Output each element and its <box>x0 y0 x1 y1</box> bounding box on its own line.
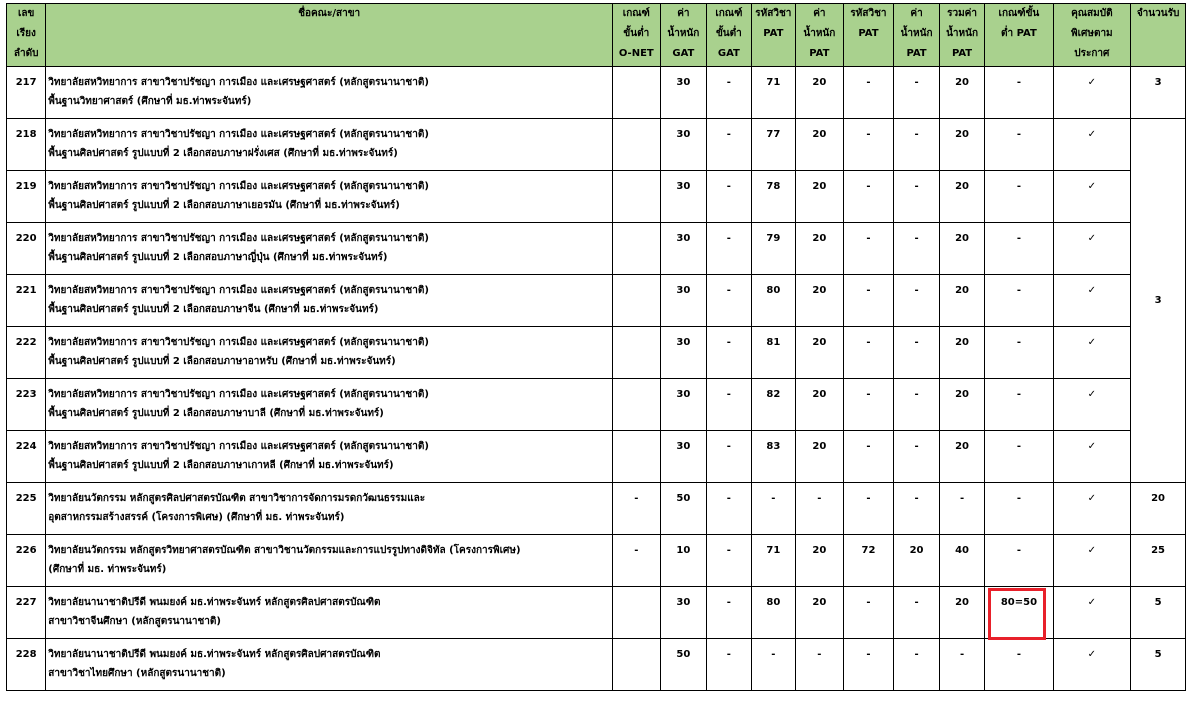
row-pat-code-1: 79 <box>751 223 795 275</box>
row-pat-code-1: 80 <box>751 587 795 639</box>
row-pat-code-2: - <box>843 587 894 639</box>
header-pat-min: เกณฑ์ขั้น ต่ำ PAT <box>985 4 1053 67</box>
row-pat-min: - <box>985 327 1053 379</box>
table-row <box>7 171 1186 223</box>
row-pat-min: - <box>985 379 1053 431</box>
row-pat-total-weight: 20 <box>939 379 985 431</box>
table-row <box>7 275 1186 327</box>
row-pat-code-1: 83 <box>751 431 795 483</box>
row-gat-min: - <box>707 275 751 327</box>
row-pat-code-2: - <box>843 639 894 691</box>
row-onet-min <box>613 639 661 691</box>
row-seq: 225 <box>7 483 46 535</box>
row-program-name: วิทยาลัยสหวิทยาการ สาขาวิชาปรัชญา การเมือง และเศรษฐศาสตร์ (หลักสูตรนานาชาติ) พื้นฐานศิลปศาสตร์ รูปแบบที่ 2 เลือกสอบภาษาเกาหลี (ศึกษาที่ มธ.ท่าพระจันทร์) <box>46 431 613 483</box>
row-onet-min <box>613 171 661 223</box>
row-seq: 227 <box>7 587 46 639</box>
row-quota: 3 <box>1131 67 1186 119</box>
row-pat-min: - <box>985 535 1053 587</box>
row-pat-code-1: 80 <box>751 275 795 327</box>
row-quota: 20 <box>1131 483 1186 535</box>
header-row <box>7 4 1186 67</box>
admission-criteria-table <box>6 3 1186 691</box>
row-pat-min: - <box>985 67 1053 119</box>
row-pat-code-2: - <box>843 483 894 535</box>
row-gat-weight: 30 <box>660 67 707 119</box>
row-gat-min: - <box>707 379 751 431</box>
row-program-name: วิทยาลัยนานาชาติปรีดี พนมยงค์ มธ.ท่าพระจันทร์ หลักสูตรศิลปศาสตรบัณฑิต สาขาวิชาจีนศึกษา (หลักสูตรนานาชาติ) <box>46 587 613 639</box>
table-row <box>7 483 1186 535</box>
red-highlight-box <box>988 588 1046 640</box>
row-pat-total-weight: 20 <box>939 171 985 223</box>
row-pat-weight-1: 20 <box>796 119 844 171</box>
row-onet-min <box>613 119 661 171</box>
row-program-name: วิทยาลัยสหวิทยาการ สาขาวิชาปรัชญา การเมือง และเศรษฐศาสตร์ (หลักสูตรนานาชาติ) พื้นฐานศิลปศาสตร์ รูปแบบที่ 2 เลือกสอบภาษาบาลี (ศึกษาที่ มธ.ท่าพระจันทร์) <box>46 379 613 431</box>
row-pat-weight-1: 20 <box>796 431 844 483</box>
row-pat-weight-2: - <box>894 119 940 171</box>
row-onet-min <box>613 379 661 431</box>
table-row <box>7 379 1186 431</box>
check-mark-icon: ✓ <box>1053 327 1131 379</box>
row-gat-weight: 30 <box>660 223 707 275</box>
row-gat-weight: 10 <box>660 535 707 587</box>
header-pat-total-weight: รวมค่า น้ำหนัก PAT <box>939 4 985 67</box>
check-mark-icon: ✓ <box>1053 67 1131 119</box>
row-pat-weight-2: - <box>894 431 940 483</box>
row-gat-min: - <box>707 119 751 171</box>
row-seq: 228 <box>7 639 46 691</box>
row-onet-min <box>613 587 661 639</box>
row-gat-weight: 30 <box>660 275 707 327</box>
table-row <box>7 119 1186 171</box>
row-pat-weight-2: - <box>894 327 940 379</box>
header-gat-min: เกณฑ์ ขั้นต่ำ GAT <box>707 4 751 67</box>
row-pat-weight-2: - <box>894 67 940 119</box>
row-pat-code-1: 71 <box>751 535 795 587</box>
row-quota: 5 <box>1131 639 1186 691</box>
row-program-name: วิทยาลัยสหวิทยาการ สาขาวิชาปรัชญา การเมือง และเศรษฐศาสตร์ (หลักสูตรนานาชาติ) พื้นฐานศิลปศาสตร์ รูปแบบที่ 2 เลือกสอบภาษาเยอรมัน (ศึกษาที่ มธ.ท่าพระจันทร์) <box>46 171 613 223</box>
row-pat-code-1: 77 <box>751 119 795 171</box>
check-mark-icon: ✓ <box>1053 639 1131 691</box>
row-pat-code-2: - <box>843 67 894 119</box>
row-gat-weight: 30 <box>660 171 707 223</box>
row-pat-code-2: - <box>843 275 894 327</box>
row-pat-weight-2: - <box>894 275 940 327</box>
header-quota: จำนวนรับ <box>1131 4 1186 67</box>
table-row <box>7 67 1186 119</box>
row-pat-weight-2: 20 <box>894 535 940 587</box>
row-pat-code-2: - <box>843 119 894 171</box>
row-pat-code-1: 71 <box>751 67 795 119</box>
row-onet-min: - <box>613 483 661 535</box>
table-row <box>7 327 1186 379</box>
row-pat-weight-1: 20 <box>796 223 844 275</box>
table-row <box>7 639 1186 691</box>
header-program: ชื่อคณะ/สาขา <box>46 4 613 67</box>
header-pat-code-2: รหัสวิชา PAT <box>843 4 894 67</box>
check-mark-icon: ✓ <box>1053 431 1131 483</box>
row-program-name: วิทยาลัยนวัตกรรม หลักสูตรศิลปศาสตรบัณฑิต สาขาวิชาการจัดการมรดกวัฒนธรรมและ อุตสาหกรรมสร้างสรรค์ (โครงการพิเศษ) (ศึกษาที่ มธ. ท่าพระจันทร์) <box>46 483 613 535</box>
row-pat-min: - <box>985 171 1053 223</box>
row-pat-code-1: - <box>751 639 795 691</box>
row-gat-weight: 50 <box>660 639 707 691</box>
row-pat-total-weight: 20 <box>939 119 985 171</box>
row-onet-min <box>613 223 661 275</box>
row-program-name: วิทยาลัยสหวิทยาการ สาขาวิชาปรัชญา การเมือง และเศรษฐศาสตร์ (หลักสูตรนานาชาติ) พื้นฐานศิลปศาสตร์ รูปแบบที่ 2 เลือกสอบภาษาฝรั่งเศส (ศึกษาที่ มธ.ท่าพระจันทร์) <box>46 119 613 171</box>
row-onet-min <box>613 67 661 119</box>
row-pat-weight-1: 20 <box>796 171 844 223</box>
row-pat-total-weight: 40 <box>939 535 985 587</box>
row-pat-weight-1: - <box>796 483 844 535</box>
row-pat-total-weight: 20 <box>939 275 985 327</box>
row-gat-weight: 30 <box>660 379 707 431</box>
row-gat-min: - <box>707 327 751 379</box>
row-seq: 222 <box>7 327 46 379</box>
row-quota: 25 <box>1131 535 1186 587</box>
row-pat-code-1: 82 <box>751 379 795 431</box>
header-pat-weight-1: ค่า น้ำหนัก PAT <box>796 4 844 67</box>
row-quota-merged: 3 <box>1131 119 1186 483</box>
row-gat-weight: 30 <box>660 587 707 639</box>
row-pat-code-2: - <box>843 379 894 431</box>
row-program-name: วิทยาลัยนวัตกรรม หลักสูตรวิทยาศาสตรบัณฑิต สาขาวิชานวัตกรรมและการแปรรูปทางดิจิทัล (โครงการพิเศษ) (ศึกษาที่ มธ. ท่าพระจันทร์) <box>46 535 613 587</box>
row-pat-code-1: - <box>751 483 795 535</box>
row-program-name: วิทยาลัยสหวิทยาการ สาขาวิชาปรัชญา การเมือง และเศรษฐศาสตร์ (หลักสูตรนานาชาติ) พื้นฐานศิลปศาสตร์ รูปแบบที่ 2 เลือกสอบภาษาจีน (ศึกษาที่ มธ.ท่าพระจันทร์) <box>46 275 613 327</box>
table-row <box>7 431 1186 483</box>
row-pat-code-2: - <box>843 223 894 275</box>
check-mark-icon: ✓ <box>1053 379 1131 431</box>
check-mark-icon: ✓ <box>1053 223 1131 275</box>
row-pat-code-2: - <box>843 327 894 379</box>
row-seq: 218 <box>7 119 46 171</box>
row-gat-weight: 30 <box>660 119 707 171</box>
row-pat-total-weight: - <box>939 639 985 691</box>
row-pat-weight-2: - <box>894 639 940 691</box>
row-pat-total-weight: 20 <box>939 67 985 119</box>
row-pat-total-weight: 20 <box>939 223 985 275</box>
header-pat-code-1: รหัสวิชา PAT <box>751 4 795 67</box>
header-onet-min: เกณฑ์ ขั้นต่ำ O-NET <box>613 4 661 67</box>
row-pat-code-2: - <box>843 171 894 223</box>
row-pat-weight-1: - <box>796 639 844 691</box>
row-pat-weight-1: 20 <box>796 587 844 639</box>
row-pat-weight-2: - <box>894 223 940 275</box>
table-row <box>7 535 1186 587</box>
pat-min-value: 80=50 <box>1000 597 1038 608</box>
table-row <box>7 223 1186 275</box>
row-pat-weight-2: - <box>894 483 940 535</box>
row-pat-total-weight: 20 <box>939 587 985 639</box>
row-seq: 223 <box>7 379 46 431</box>
row-pat-total-weight: 20 <box>939 327 985 379</box>
row-program-name: วิทยาลัยสหวิทยาการ สาขาวิชาปรัชญา การเมือง และเศรษฐศาสตร์ (หลักสูตรนานาชาติ) พื้นฐานศิลปศาสตร์ รูปแบบที่ 2 เลือกสอบภาษาอาหรับ (ศึกษาที่ มธ.ท่าพระจันทร์) <box>46 327 613 379</box>
row-gat-min: - <box>707 431 751 483</box>
header-seq: เลข เรียง ลำดับ <box>7 4 46 67</box>
row-gat-min: - <box>707 587 751 639</box>
row-pat-code-1: 78 <box>751 171 795 223</box>
row-onet-min <box>613 327 661 379</box>
row-pat-weight-1: 20 <box>796 327 844 379</box>
row-gat-min: - <box>707 483 751 535</box>
row-onet-min <box>613 275 661 327</box>
row-pat-total-weight: 20 <box>939 431 985 483</box>
row-pat-weight-2: - <box>894 587 940 639</box>
row-pat-min: - <box>985 483 1053 535</box>
row-gat-weight: 50 <box>660 483 707 535</box>
row-pat-code-1: 81 <box>751 327 795 379</box>
row-pat-weight-1: 20 <box>796 379 844 431</box>
row-program-name: วิทยาลัยนานาชาติปรีดี พนมยงค์ มธ.ท่าพระจันทร์ หลักสูตรศิลปศาสตรบัณฑิต สาขาวิชาไทยศึกษา (หลักสูตรนานาชาติ) <box>46 639 613 691</box>
row-pat-min: - <box>985 223 1053 275</box>
row-pat-min: - <box>985 431 1053 483</box>
row-gat-weight: 30 <box>660 431 707 483</box>
row-pat-weight-1: 20 <box>796 535 844 587</box>
row-pat-weight-2: - <box>894 171 940 223</box>
row-seq: 220 <box>7 223 46 275</box>
row-pat-weight-1: 20 <box>796 275 844 327</box>
row-gat-weight: 30 <box>660 327 707 379</box>
row-pat-weight-2: - <box>894 379 940 431</box>
row-pat-min: - <box>985 275 1053 327</box>
row-pat-min: - <box>985 119 1053 171</box>
header-gat-weight: ค่า น้ำหนัก GAT <box>660 4 707 67</box>
check-mark-icon: ✓ <box>1053 483 1131 535</box>
check-mark-icon: ✓ <box>1053 171 1131 223</box>
header-special-qualification: คุณสมบัติ พิเศษตาม ประกาศ <box>1053 4 1131 67</box>
row-gat-min: - <box>707 639 751 691</box>
row-pat-total-weight: - <box>939 483 985 535</box>
row-pat-min-highlighted <box>985 587 1053 639</box>
row-program-name: วิทยาลัยสหวิทยาการ สาขาวิชาปรัชญา การเมือง และเศรษฐศาสตร์ (หลักสูตรนานาชาติ) พื้นฐานศิลปศาสตร์ รูปแบบที่ 2 เลือกสอบภาษาญี่ปุ่น (ศึกษาที่ มธ.ท่าพระจันทร์) <box>46 223 613 275</box>
row-seq: 224 <box>7 431 46 483</box>
row-seq: 221 <box>7 275 46 327</box>
check-mark-icon: ✓ <box>1053 275 1131 327</box>
row-pat-code-2: - <box>843 431 894 483</box>
row-pat-min: - <box>985 639 1053 691</box>
table-row <box>7 587 1186 639</box>
row-gat-min: - <box>707 535 751 587</box>
row-quota: 5 <box>1131 587 1186 639</box>
row-gat-min: - <box>707 223 751 275</box>
row-pat-code-2: 72 <box>843 535 894 587</box>
row-seq: 219 <box>7 171 46 223</box>
check-mark-icon: ✓ <box>1053 587 1131 639</box>
row-seq: 217 <box>7 67 46 119</box>
row-onet-min: - <box>613 535 661 587</box>
row-gat-min: - <box>707 171 751 223</box>
row-seq: 226 <box>7 535 46 587</box>
check-mark-icon: ✓ <box>1053 535 1131 587</box>
row-onet-min <box>613 431 661 483</box>
check-mark-icon: ✓ <box>1053 119 1131 171</box>
header-pat-weight-2: ค่า น้ำหนัก PAT <box>894 4 940 67</box>
row-pat-weight-1: 20 <box>796 67 844 119</box>
row-program-name: วิทยาลัยสหวิทยาการ สาขาวิชาปรัชญา การเมือง และเศรษฐศาสตร์ (หลักสูตรนานาชาติ) พื้นฐานวิทยาศาสตร์ (ศึกษาที่ มธ.ท่าพระจันทร์) <box>46 67 613 119</box>
row-gat-min: - <box>707 67 751 119</box>
